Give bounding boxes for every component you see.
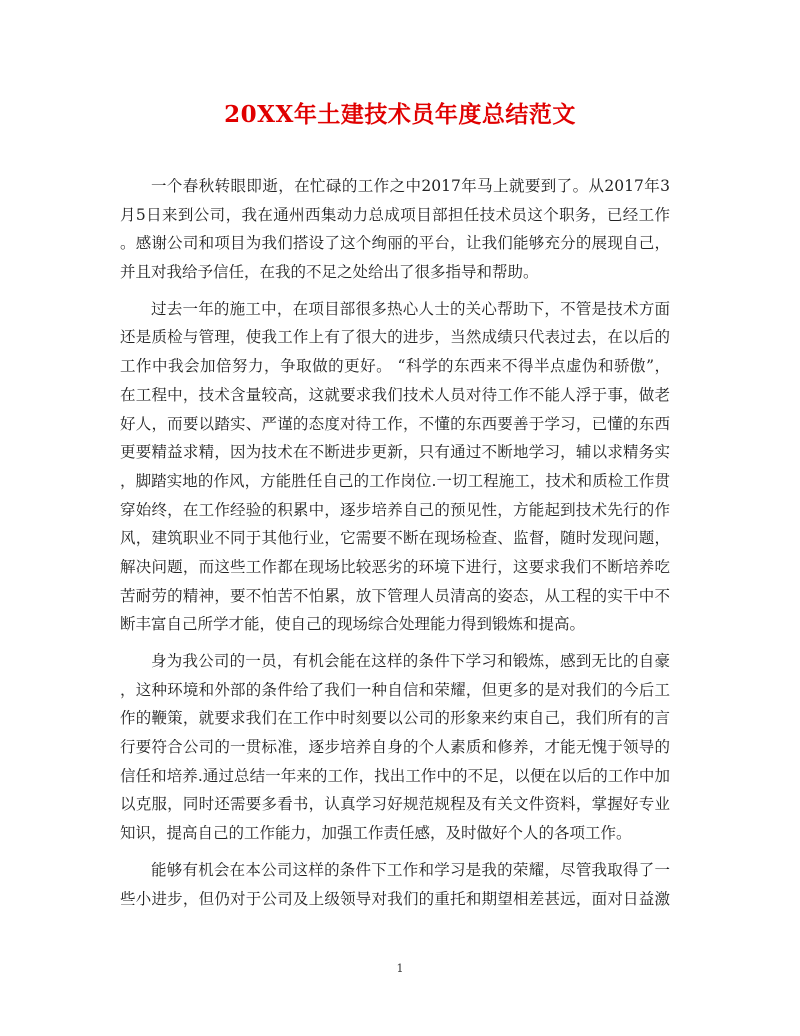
text-line: 知识，提高自己的工作能力，加强工作责任感，及时做好个人的各项工作。 — [120, 824, 632, 843]
page-number: 1 — [396, 962, 404, 975]
text-line: 一个春秋转眼即逝，在忙碌的工作之中2017年马上就要到了。从2017年3 — [151, 177, 670, 195]
text-line: 工作中我会加倍努力，争取做的更好。 “科学的东西来不得半点虚伪和骄傲”， — [120, 357, 670, 376]
text-line: 行要符合公司的一贯标准，逐步培养自身的个人素质和修养，才能无愧于领导的 — [120, 738, 670, 757]
text-line: 风，建筑职业不同于其他行业，它需要不断在现场检查、监督，随时发现问题， — [120, 529, 670, 548]
document-title: 20XX年土建技术员年度总结范文 — [224, 101, 576, 128]
text-line: 身为我公司的一员，有机会能在这样的条件下学习和锻炼，感到无比的自豪 — [151, 652, 670, 670]
text-line: 好人，而要以踏实、严谨的态度对待工作，不懂的东西要善于学习，已懂的东西 — [120, 414, 670, 433]
text-line: 解决问题，而这些工作都在现场比较恶劣的环境下进行，这要求我们不断培养吃 — [120, 557, 670, 576]
paragraph — [120, 172, 670, 287]
text-line: ，这种环境和外部的条件给了我们一种自信和荣耀，但更多的是对我们的今后工 — [120, 680, 670, 699]
text-line: 月5日来到公司，我在通州西集动力总成项目部担任技术员这个职务，已经工作 — [120, 205, 670, 224]
text-line: 过去一年的施工中，在项目部很多热心人士的关心帮助下，不管是技术方面 — [151, 299, 670, 318]
text-line: 还是质检与管理，使我工作上有了很大的进步，当然成绩只代表过去，在以后的 — [120, 328, 670, 347]
text-line: 能够有机会在本公司这样的条件下工作和学习是我的荣耀，尽管我取得了一 — [151, 860, 670, 879]
text-line: ，脚踏实地的作风，方能胜任自己的工作岗位.一切工程施工，技术和质检工作贯 — [120, 471, 670, 490]
text-line: 些小进步，但仍对于公司及上级领导对我们的重托和期望相差甚远，面对日益激 — [120, 889, 670, 908]
text-line: 在工程中，技术含量较高，这就要求我们技术人员对待工作不能人浮于事，做老 — [120, 385, 670, 404]
paragraph — [120, 856, 670, 913]
text-line: 信任和培养.通过总结一年来的工作，找出工作中的不足，以便在以后的工作中加 — [120, 766, 670, 785]
text-line: 。感谢公司和项目为我们搭设了这个绚丽的平台，让我们能够充分的展现自己， — [120, 234, 670, 253]
text-line: 并且对我给予信任，在我的不足之处给出了很多指导和帮助。 — [120, 263, 539, 282]
text-line: 作的鞭策，就要求我们在工作中时刻要以公司的形象来约束自己，我们所有的言 — [120, 709, 670, 728]
paragraph — [120, 647, 670, 848]
text-line: 更要精益求精，因为技术在不断进步更新，只有通过不断地学习，辅以求精务实 — [120, 443, 670, 462]
document-body — [120, 172, 670, 913]
text-line: 穿始终，在工作经验的积累中，逐步培养自己的预见性，方能起到技术先行的作 — [120, 500, 670, 519]
text-line: 苦耐劳的精神，要不怕苦不怕累，放下管理人员清高的姿态，从工程的实干中不 — [120, 586, 670, 605]
text-line: 以克服，同时还需要多看书，认真学习好规范规程及有关文件资料，掌握好专业 — [120, 795, 670, 814]
paragraph — [120, 295, 670, 639]
text-line: 断丰富自己所学才能，使自己的现场综合处理能力得到锻炼和提高。 — [120, 615, 586, 634]
